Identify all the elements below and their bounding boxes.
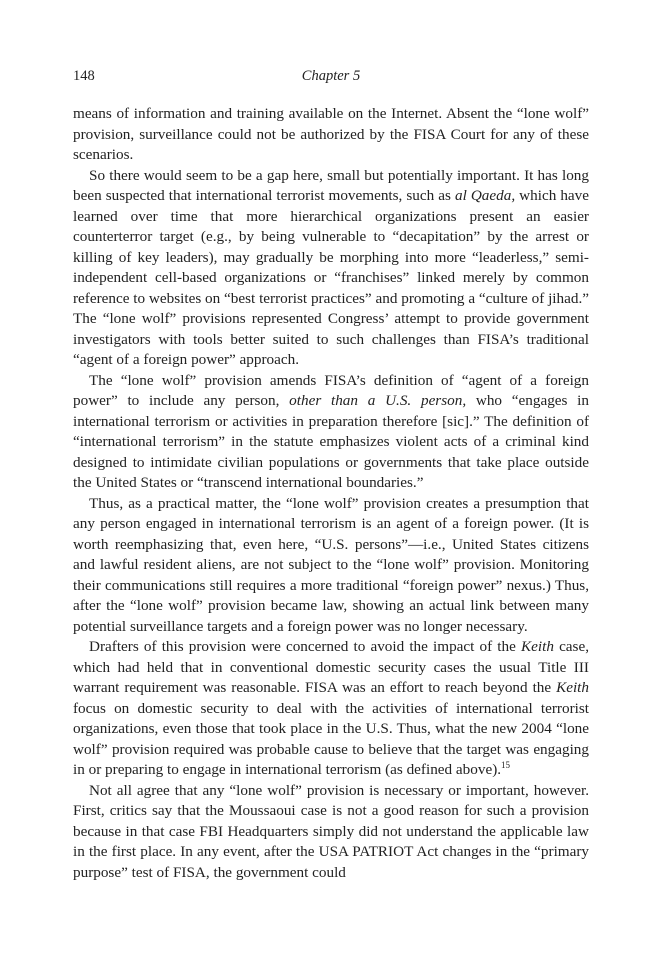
text-run: which have learned over time that more hierarchical organizations present an easier counterterror target (e.g., by being vulnerable to “decapitation” by the arrest or killing of key leaders), may gradually be morphing into more “leaderless,” semi-independent cell-based organizations or “franchises” linked merely by common reference to websites on “best terrorist practices” and promoting a “culture of jihad.” The “lone wolf” provisions represented Congress’ attempt to provide government investigators with tools better suited to such challenges than FISA’s traditional “agent of a foreign power” approach. xyxy=(73,187,589,368)
running-header xyxy=(73,68,589,88)
italic-text: other than a U.S. person, xyxy=(289,392,467,409)
text-run: Drafters of this provision were concerned to avoid the impact of the xyxy=(89,638,522,655)
italic-text: Keith xyxy=(521,638,554,655)
text-run: So there would seem to be a gap here, small but potentially important. It has long been suspected that international terrorist movements, such as xyxy=(73,166,589,204)
paragraph xyxy=(73,781,589,884)
body-text xyxy=(73,104,589,883)
text-run: who “engages in international terrorism or activities in preparation therefore [sic].” The definition of “international terrorism” in the statute emphasizes violent acts of a criminal kind designed to intimidate civilian populations or governments that take place outside the United States or “transcend international boundaries.” xyxy=(73,392,589,491)
paragraph xyxy=(73,166,589,371)
text-run: case, which had held that in conventional domestic security cases the usual Title III warrant requirement was reasonable. FISA was an effort to reach beyond the xyxy=(73,638,589,696)
paragraph xyxy=(73,371,589,494)
italic-text: al Qaeda, xyxy=(454,187,516,204)
chapter-title: Chapter 5 xyxy=(301,68,361,84)
paragraph xyxy=(73,494,589,638)
text-run: means of information and training available on the Internet. Absent the “lone wolf” provision, surveillance could not be authorized by the FISA Court for any of these scenarios. xyxy=(73,105,589,163)
text-run: The “lone wolf” provision amends FISA’s definition of “agent of a foreign power” to include any person, xyxy=(73,371,589,409)
paragraph xyxy=(73,637,589,781)
text-run: Thus, as a practical matter, the “lone wolf” provision creates a presumption that any person engaged in international terrorism is an agent of a foreign power. (It is worth reemphasizing that, even here, “U.S. persons”—i.e., United States citizens and lawful resident aliens, are not subject to the “lone wolf” provision. Monitoring their communications still requires a more traditional “foreign power” nexus.) Thus, after the “lone wolf” provision became law, showing an actual link between many potential surveillance targets and a foreign power was no longer necessary. xyxy=(73,494,589,635)
page-number: 148 xyxy=(73,68,95,84)
footnote-ref: 15 xyxy=(501,760,511,770)
text-run: focus on domestic security to deal with the activities of international terrorist organizations, even those that took place in the U.S. Thus, what the new 2004 “lone wolf” provision required was probable cause to believe that the target was engaging in or preparing to engage in international terrorism (as defined above). xyxy=(73,699,589,778)
italic-text: Keith xyxy=(556,679,589,696)
text-run: Not all agree that any “lone wolf” provision is necessary or important, however. First, critics say that the Moussaoui case is not a good reason for such a provision because in that case FBI Headquarters simply did not understand the applicable law in the first place. In any event, after the USA PATRIOT Act changes in the “primary purpose” test of FISA, the government could xyxy=(73,781,589,881)
paragraph xyxy=(73,104,589,166)
